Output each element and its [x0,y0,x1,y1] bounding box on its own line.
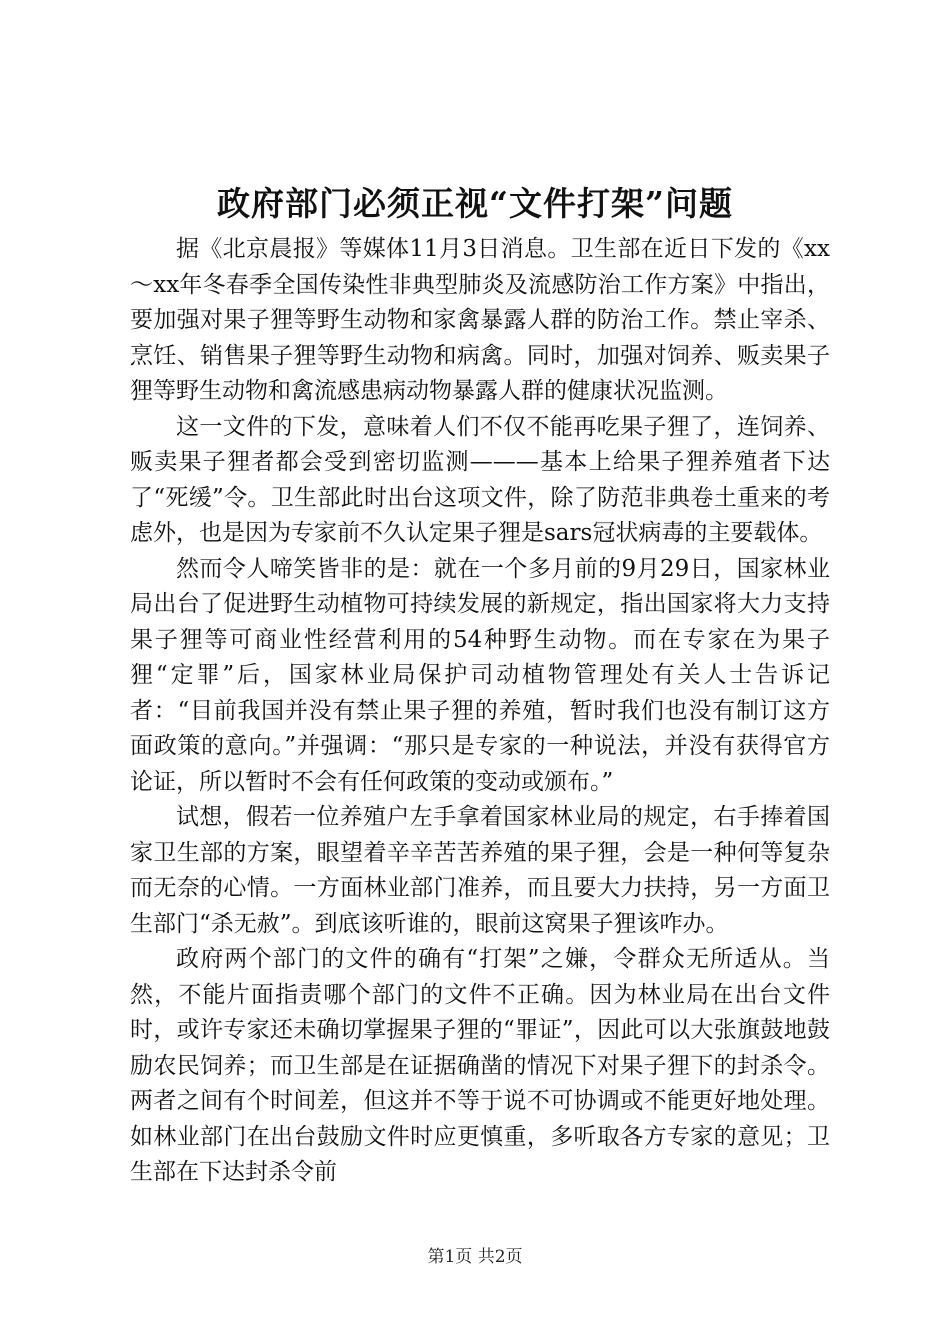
paragraph-5: 政府两个部门的文件的确有“打架”之嫌，令群众无所适从。当然，不能片面指责哪个部门的文件不正确。因为林业局在出台文件时，或许专家还未确切掌握果子狸的“罪证”，因此可以大张旗鼓地鼓励农民饲养；而卫生部是在证据确凿的情况下对果子狸下的封杀令。两者之间有个时间差，但这并不等于说不可协调或不能更好地处理。如林业部门在出台鼓励文件时应更慎重，多听取各方专家的意见；卫生部在下达封杀令前 [130,946,830,1185]
document-title: 政府部门必须正视“文件打架”问题 [217,184,733,223]
document-body [130,232,830,1191]
paragraph-2: 这一文件的下发，意味着人们不仅不能再吃果子狸了，连饲养、贩卖果子狸者都会受到密切监测———基本上给果子狸养殖者下达了“死缓”令。卫生部此时出台这项文件，除了防范非典卷土重来的考虑外，也是因为专家前不久认定果子狸是sars冠状病毒的主要载体。 [130,413,830,546]
paragraph-1: 据《北京晨报》等媒体11月3日消息。卫生部在近日下发的《xx～xx年冬春季全国传染性非典型肺炎及流感防治工作方案》中指出，要加强对果子狸等野生动物和家禽暴露人群的防治工作。禁止宰杀、烹饪、销售果子狸等野生动物和病禽。同时，加强对饲养、贩卖果子狸等野生动物和禽流感患病动物暴露人群的健康状况监测。 [130,236,830,404]
paragraph-4: 试想，假若一位养殖户左手拿着国家林业局的规定，右手捧着国家卫生部的方案，眼望着辛辛苦苦养殖的果子狸，会是一种何等复杂而无奈的心情。一方面林业部门准养，而且要大力扶持，另一方面卫生部门“杀无赦”。到底该听谁的，眼前这窝果子狸该咋办。 [130,804,830,937]
paragraph-3: 然而令人啼笑皆非的是：就在一个多月前的9月29日，国家林业局出台了促进野生动植物可持续发展的新规定，指出国家将大力支持果子狸等可商业性经营利用的54种野生动物。而在专家在为果子狸“定罪”后，国家林业局保护司动植物管理处有关人士告诉记者：“目前我国并没有禁止果子狸的养殖，暂时我们也没有制订这方面政策的意向。”并强调：“那只是专家的一种说法，并没有获得官方论证，所以暂时不会有任何政策的变动或颁布。” [130,555,830,795]
page-number-footer: 第1页 共2页 [427,1247,523,1267]
